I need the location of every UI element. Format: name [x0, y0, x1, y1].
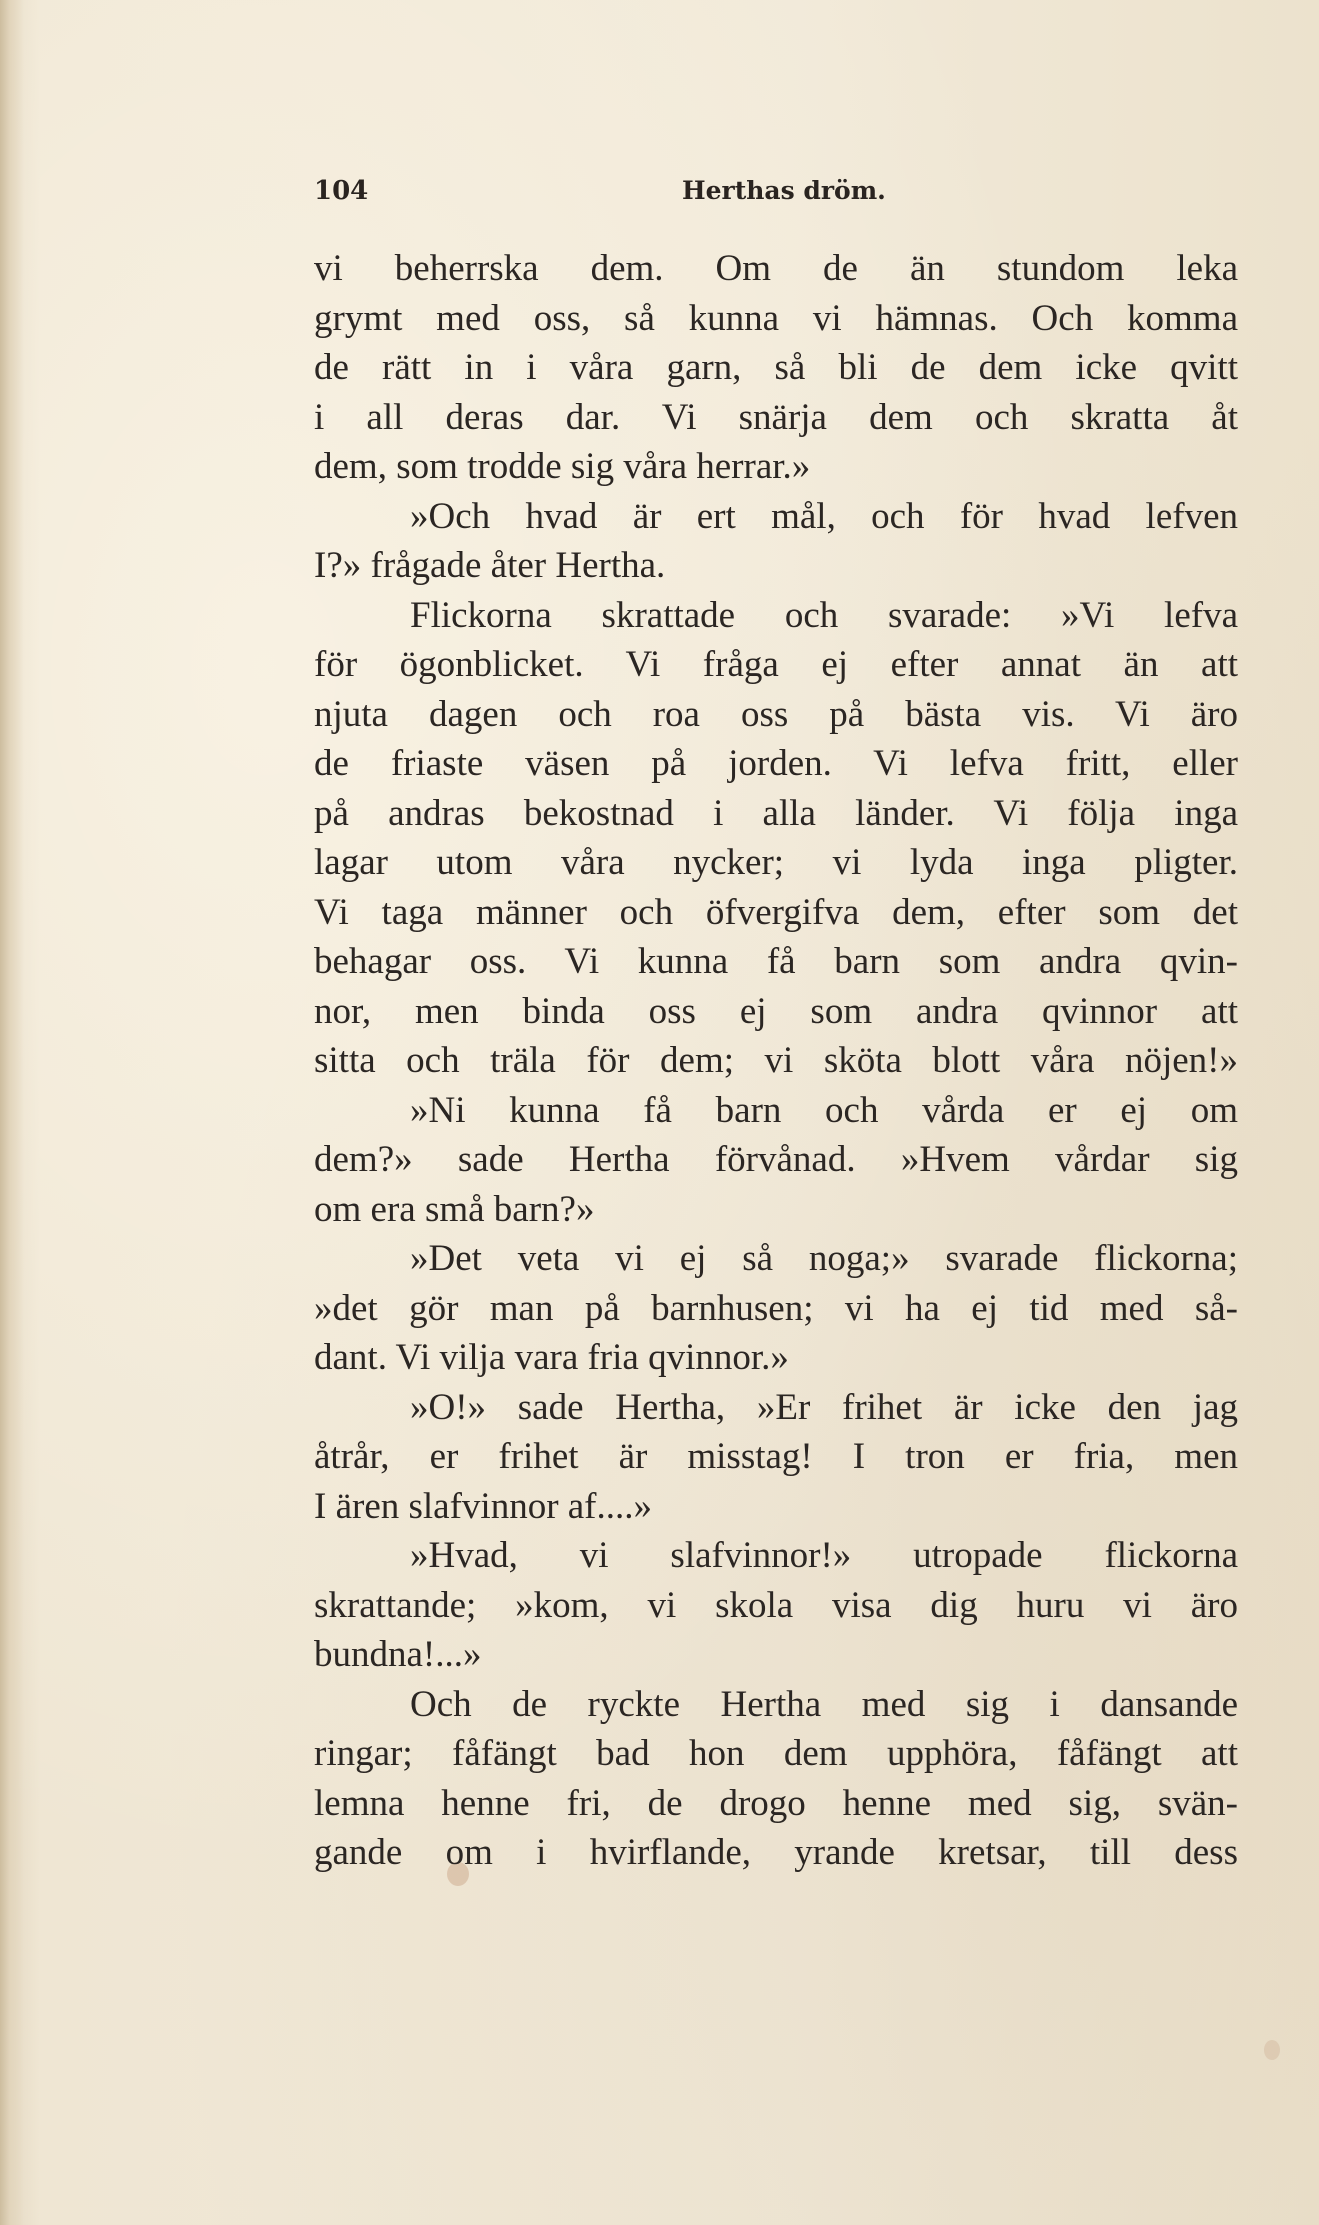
text-line: sitta och träla för dem; vi sköta blott våra nöjen!»: [314, 1040, 1238, 1081]
text-line: om era små barn?»: [314, 1188, 595, 1230]
text-line: ringar; fåfängt bad hon dem upphöra, fåfängt att: [314, 1733, 1238, 1774]
text-line: grymt med oss, så kunna vi hämnas. Och komma: [314, 297, 1238, 339]
text-line: bundna!...»: [314, 1634, 482, 1675]
text-line: I?» frågade åter Hertha.: [314, 545, 666, 586]
text-line: vi beherrska dem. Om de än stundom leka: [314, 248, 1238, 289]
body-text: [314, 244, 1238, 1878]
text-line: Vi taga männer och öfvergifva dem, efter som det: [314, 891, 1238, 933]
text-line: för ögonblicket. Vi fråga ej efter annat än att: [314, 644, 1238, 685]
running-title: Herthas dröm.: [682, 176, 886, 205]
text-line: dant. Vi vilja vara fria qvinnor.»: [314, 1337, 789, 1378]
text-line: lagar utom våra nycker; vi lyda inga pligter.: [314, 842, 1238, 883]
text-line: Och de ryckte Hertha med sig i dansande: [410, 1683, 1238, 1725]
text-line: de rätt in i våra garn, så bli de dem icke qvitt: [314, 347, 1238, 388]
text-line: Flickorna skrattade och svarade: »Vi lefva: [410, 594, 1238, 636]
text-line: i all deras dar. Vi snärja dem och skratta åt: [314, 396, 1238, 438]
text-line: »Det veta vi ej så noga;» svarade flickorna;: [410, 1238, 1238, 1279]
paper-stain: [1264, 2040, 1280, 2060]
text-line: åtrår, er frihet är misstag! I tron er fria, men: [314, 1436, 1238, 1477]
text-line: »Och hvad är ert mål, och för hvad lefven: [410, 495, 1238, 537]
text-line: dem?» sade Hertha förvånad. »Hvem vårdar sig: [314, 1139, 1238, 1180]
page-gutter-shadow: [0, 0, 24, 2225]
text-line: »det gör man på barnhusen; vi ha ej tid med så-: [314, 1287, 1238, 1329]
page-header: [314, 176, 1244, 216]
text-line: behagar oss. Vi kunna få barn som andra qvin-: [314, 941, 1238, 982]
text-line: »Ni kunna få barn och vårda er ej om: [410, 1089, 1238, 1131]
page-number: 104: [314, 176, 369, 206]
text-line: skrattande; »kom, vi skola visa dig huru vi äro: [314, 1584, 1238, 1626]
text-line: de friaste väsen på jorden. Vi lefva fritt, eller: [314, 743, 1238, 784]
text-line: »Hvad, vi slafvinnor!» utropade flickorna: [410, 1535, 1238, 1576]
text-line: I ären slafvinnor af....»: [314, 1485, 653, 1527]
text-line: lemna henne fri, de drogo henne med sig, svän-: [314, 1782, 1238, 1824]
text-line: »O!» sade Hertha, »Er frihet är icke den jag: [410, 1386, 1238, 1428]
text-line: nor, men binda oss ej som andra qvinnor att: [314, 990, 1238, 1032]
text-line: dem, som trodde sig våra herrar.»: [314, 446, 811, 487]
text-line: gande om i hvirflande, yrande kretsar, till dess: [314, 1832, 1238, 1873]
text-line: njuta dagen och roa oss på bästa vis. Vi äro: [314, 693, 1238, 735]
text-line: på andras bekostnad i alla länder. Vi följa inga: [314, 792, 1238, 834]
